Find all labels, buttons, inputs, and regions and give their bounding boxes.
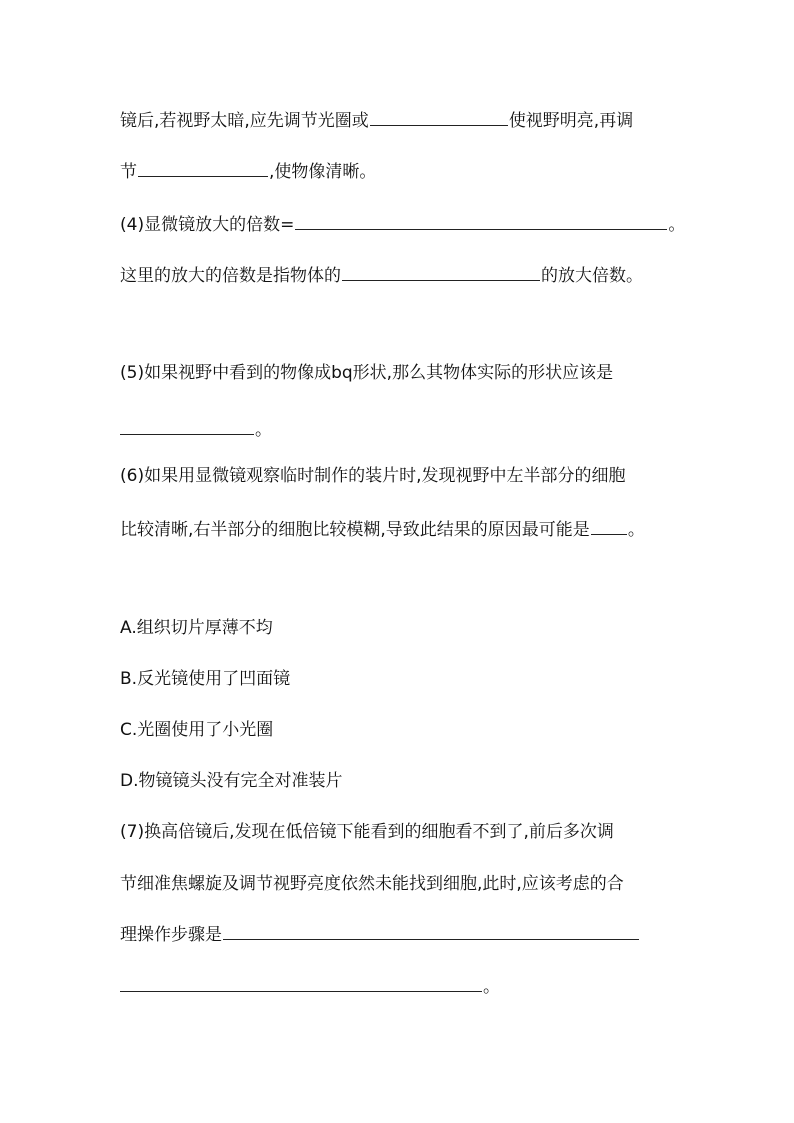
line-4-text-start: 这里的放大的倍数是指物体的 <box>120 266 341 286</box>
text-line-6 <box>120 416 272 442</box>
line-8-text-end: 。 <box>627 520 645 540</box>
text-line-1 <box>120 107 633 133</box>
line-2-text-end: ,使物像清晰。 <box>269 162 377 182</box>
answer-blank-dimension[interactable] <box>342 262 540 281</box>
line-8-text-start: 比较清晰,右半部分的细胞比较模糊,导致此结果的原因最可能是 <box>120 520 590 540</box>
line-3-text-end: 。 <box>668 215 686 235</box>
line-4-text-end: 的放大倍数。 <box>541 266 643 286</box>
line-1-text-end: 使视野明亮,再调 <box>508 111 634 131</box>
answer-blank-steps[interactable] <box>223 921 639 940</box>
text-line-3 <box>120 211 685 237</box>
option-a-label: A.组织切片厚薄不均 <box>120 618 273 638</box>
text-line-4 <box>120 262 643 288</box>
answer-blank-cause[interactable] <box>591 516 627 535</box>
answer-blank-focus[interactable] <box>138 158 268 177</box>
line-3-text-start: (4)显微镜放大的倍数= <box>120 215 295 235</box>
line-1-text-start: 镜后,若视野太暗,应先调节光圈或 <box>120 111 369 131</box>
option-a[interactable] <box>120 615 273 641</box>
text-line-12 <box>120 973 500 999</box>
line-2-text-start: 节 <box>120 162 137 182</box>
option-c-label: C.光圈使用了小光圈 <box>120 720 274 740</box>
option-b-label: B.反光镜使用了凹面镜 <box>120 669 291 689</box>
text-line-2 <box>120 158 376 184</box>
text-line-10 <box>120 871 624 897</box>
answer-blank-steps-cont[interactable] <box>120 973 482 992</box>
option-b[interactable] <box>120 666 290 692</box>
question-7-text-cont: 节细准焦螺旋及调节视野亮度依然未能找到细胞,此时,应该考虑的合 <box>120 874 624 894</box>
option-d-label: D.物镜镜头没有完全对准装片 <box>120 771 343 791</box>
line-12-text-end: 。 <box>483 977 500 997</box>
answer-blank-shape[interactable] <box>120 416 254 435</box>
text-line-9 <box>120 819 614 845</box>
option-d[interactable] <box>120 768 343 794</box>
question-7-text: (7)换高倍镜后,发现在低倍镜下能看到的细胞看不到了,前后多次调 <box>120 822 614 842</box>
text-line-8 <box>120 516 645 542</box>
option-c[interactable] <box>120 717 273 743</box>
line-11-text-start: 理操作步骤是 <box>120 925 222 945</box>
text-line-11 <box>120 921 640 947</box>
line-6-text-end: 。 <box>255 420 272 440</box>
question-6-text: (6)如果用显微镜观察临时制作的装片时,发现视野中左半部分的细胞 <box>120 466 626 486</box>
text-line-7 <box>120 463 625 489</box>
question-5-text: (5)如果视野中看到的物像成bq形状,那么其物体实际的形状应该是 <box>120 363 614 383</box>
text-line-5 <box>120 360 613 386</box>
answer-blank-aperture[interactable] <box>370 107 508 126</box>
answer-blank-magnification[interactable] <box>295 211 667 230</box>
